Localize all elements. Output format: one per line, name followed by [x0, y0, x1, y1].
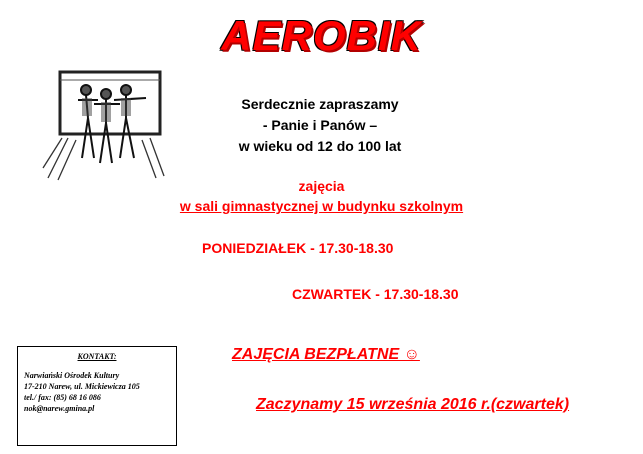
schedule-thursday: CZWARTEK - 17.30-18.30: [292, 286, 459, 302]
contact-email: nok@narew.gmina.pl: [24, 404, 95, 413]
poster-title: AEROBIK: [221, 12, 422, 59]
contact-address: 17-210 Narew, ul. Mickiewicza 105: [24, 382, 140, 391]
contact-title: KONTAKT:: [77, 352, 117, 361]
aerobics-dancers-illustration: [38, 68, 168, 183]
start-date-note: Zaczynamy 15 września 2016 r.(czwartek): [256, 396, 570, 413]
lessons-label: zajęcia: [298, 178, 345, 194]
invite-line-1: Serdecznie zapraszamy: [241, 96, 399, 112]
invite-line-3: w wieku od 12 do 100 lat: [238, 138, 402, 154]
schedule-monday: PONIEDZIAŁEK - 17.30-18.30: [202, 240, 394, 256]
contact-org: Narwiański Ośrodek Kultury: [24, 371, 120, 380]
free-classes-note: ZAJĘCIA BEZPŁATNE ☺: [232, 346, 420, 363]
contact-box: [17, 346, 177, 446]
invite-line-2: - Panie i Panów –: [262, 117, 378, 133]
invitation-text: [190, 94, 450, 157]
lessons-place: w sali gimnastycznej w budynku szkolnym: [179, 198, 464, 214]
contact-phone: tel./ fax: (85) 68 16 086: [24, 393, 101, 402]
